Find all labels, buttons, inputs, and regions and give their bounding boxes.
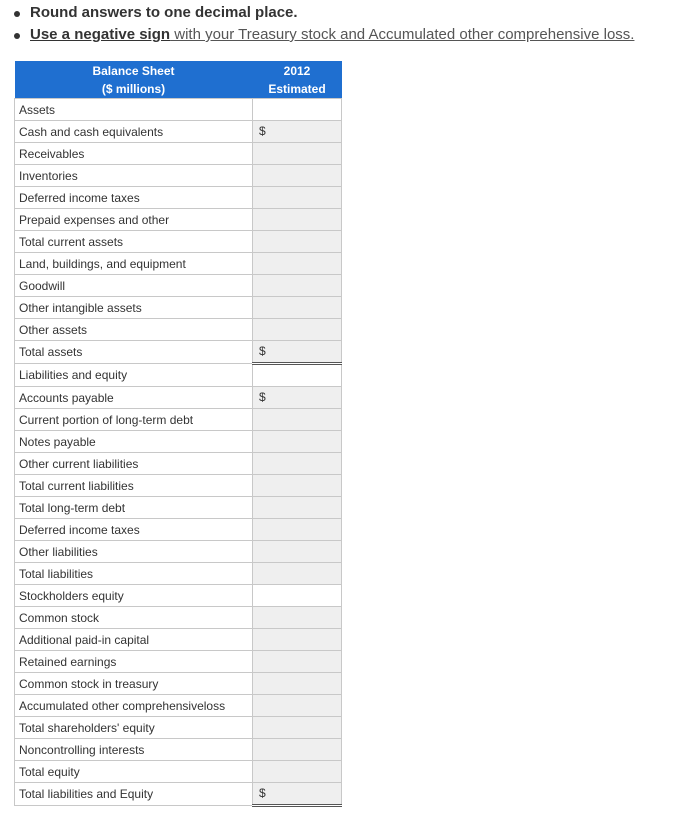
amount-input[interactable] xyxy=(253,453,342,475)
table-row xyxy=(15,563,342,585)
row-label: Other intangible assets xyxy=(15,297,253,319)
amount-input[interactable] xyxy=(253,209,342,231)
row-label: Noncontrolling interests xyxy=(15,739,253,761)
amount-input[interactable] xyxy=(253,717,342,739)
row-label: Notes payable xyxy=(15,431,253,453)
amount-input[interactable] xyxy=(253,387,342,409)
amount-input[interactable] xyxy=(253,673,342,695)
dollar-sign: $ xyxy=(259,786,266,800)
row-label: Cash and cash equivalents xyxy=(15,121,253,143)
row-label: Liabilities and equity xyxy=(15,364,253,387)
table-row xyxy=(15,453,342,475)
table-row xyxy=(15,541,342,563)
table-row xyxy=(15,187,342,209)
table-row xyxy=(15,497,342,519)
amount-input[interactable] xyxy=(253,651,342,673)
amount-input[interactable] xyxy=(253,497,342,519)
table-row xyxy=(15,143,342,165)
amount-input[interactable] xyxy=(253,253,342,275)
row-label: Land, buildings, and equipment xyxy=(15,253,253,275)
row-label: Stockholders equity xyxy=(15,585,253,607)
row-label: Goodwill xyxy=(15,275,253,297)
table-row xyxy=(15,253,342,275)
table-row xyxy=(15,297,342,319)
table-row xyxy=(15,739,342,761)
amount-input[interactable] xyxy=(253,739,342,761)
row-label: Other assets xyxy=(15,319,253,341)
table-row xyxy=(15,387,342,409)
row-label: Other liabilities xyxy=(15,541,253,563)
empty-cell xyxy=(253,364,342,387)
table-row xyxy=(15,761,342,783)
header-balance-sheet-units: ($ millions) xyxy=(101,81,166,96)
table-row xyxy=(15,231,342,253)
row-label: Total liabilities and Equity xyxy=(15,783,253,806)
table-row xyxy=(15,341,342,364)
instructions-list xyxy=(10,2,634,46)
empty-cell xyxy=(253,585,342,607)
header-2012-estimated xyxy=(253,61,342,99)
row-label: Prepaid expenses and other xyxy=(15,209,253,231)
amount-input[interactable] xyxy=(253,297,342,319)
amount-input[interactable] xyxy=(253,143,342,165)
row-label: Common stock in treasury xyxy=(15,673,253,695)
row-label: Total assets xyxy=(15,341,253,364)
balance-sheet-body xyxy=(15,99,342,806)
table-row xyxy=(15,717,342,739)
row-label: Accounts payable xyxy=(15,387,253,409)
amount-input[interactable] xyxy=(253,275,342,297)
balance-sheet-table xyxy=(14,61,342,807)
amount-input[interactable] xyxy=(253,431,342,453)
empty-cell xyxy=(253,99,342,121)
table-row xyxy=(15,409,342,431)
amount-input[interactable] xyxy=(253,607,342,629)
row-label: Assets xyxy=(15,99,253,121)
header-balance-sheet-title: Balance Sheet xyxy=(92,63,175,78)
amount-input[interactable] xyxy=(253,563,342,585)
table-row xyxy=(15,519,342,541)
row-label: Deferred income taxes xyxy=(15,187,253,209)
row-label: Accumulated other comprehensiveloss xyxy=(15,695,253,717)
row-label: Current portion of long-term debt xyxy=(15,409,253,431)
amount-input[interactable] xyxy=(253,629,342,651)
amount-input[interactable] xyxy=(253,187,342,209)
amount-input[interactable] xyxy=(253,319,342,341)
amount-input[interactable] xyxy=(253,231,342,253)
row-label: Total long-term debt xyxy=(15,497,253,519)
row-label: Retained earnings xyxy=(15,651,253,673)
table-row xyxy=(15,695,342,717)
table-row xyxy=(15,209,342,231)
table-header-row xyxy=(15,61,342,99)
amount-input[interactable] xyxy=(253,409,342,431)
table-row xyxy=(15,431,342,453)
row-label: Total current assets xyxy=(15,231,253,253)
row-label: Deferred income taxes xyxy=(15,519,253,541)
amount-input[interactable] xyxy=(253,341,342,364)
row-label: Total current liabilities xyxy=(15,475,253,497)
amount-input[interactable] xyxy=(253,695,342,717)
dollar-sign: $ xyxy=(259,344,266,358)
table-row xyxy=(15,121,342,143)
row-label: Total equity xyxy=(15,761,253,783)
amount-input[interactable] xyxy=(253,519,342,541)
header-estimated: Estimated xyxy=(268,81,326,96)
amount-input[interactable] xyxy=(253,165,342,187)
table-row xyxy=(15,165,342,187)
amount-input[interactable] xyxy=(253,541,342,563)
row-label: Additional paid-in capital xyxy=(15,629,253,651)
negative-sign-detail-link[interactable]: with your Treasury stock and Accumulated other comprehensive loss. xyxy=(170,26,635,43)
negative-sign-link[interactable]: Use a negative sign xyxy=(30,26,171,43)
table-row xyxy=(15,475,342,497)
table-row xyxy=(15,673,342,695)
instruction-round-text: Round answers to one decimal place. xyxy=(30,4,298,21)
row-label: Common stock xyxy=(15,607,253,629)
row-label: Total shareholders' equity xyxy=(15,717,253,739)
instruction-negative-sign xyxy=(10,24,634,46)
table-row xyxy=(15,585,342,607)
header-balance-sheet xyxy=(15,61,253,99)
dollar-sign: $ xyxy=(259,124,266,138)
amount-input[interactable] xyxy=(253,475,342,497)
header-year: 2012 xyxy=(283,63,311,78)
row-label: Receivables xyxy=(15,143,253,165)
table-row xyxy=(15,364,342,387)
amount-input[interactable] xyxy=(253,761,342,783)
table-row xyxy=(15,783,342,806)
table-row xyxy=(15,629,342,651)
table-row xyxy=(15,651,342,673)
amount-input[interactable] xyxy=(253,783,342,806)
instruction-round xyxy=(10,2,634,24)
dollar-sign: $ xyxy=(259,390,266,404)
row-label: Inventories xyxy=(15,165,253,187)
table-row xyxy=(15,99,342,121)
row-label: Total liabilities xyxy=(15,563,253,585)
table-row xyxy=(15,275,342,297)
table-row xyxy=(15,319,342,341)
amount-input[interactable] xyxy=(253,121,342,143)
table-row xyxy=(15,607,342,629)
row-label: Other current liabilities xyxy=(15,453,253,475)
